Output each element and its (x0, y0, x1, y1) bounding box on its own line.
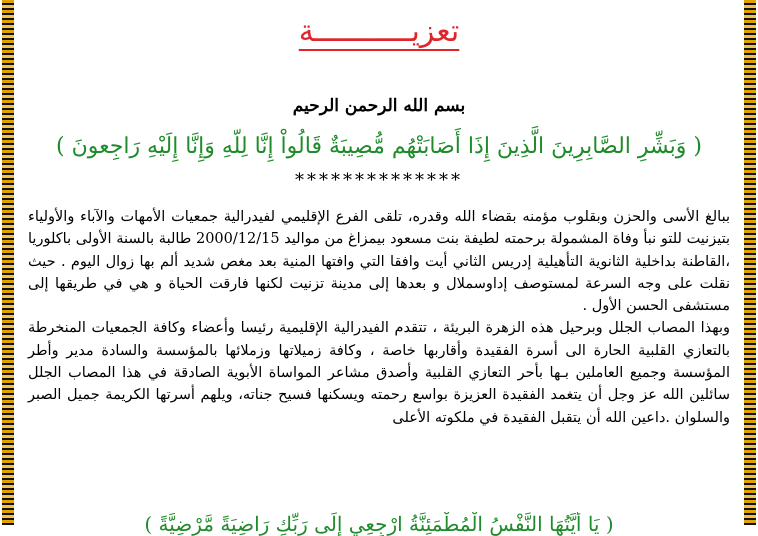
condolence-page (22, 0, 736, 536)
paragraph-announcement: ببالغ الأسى والحزن وبقلوب مؤمنه بقضاء الله وقدره، تلقى الفرع الإقليمي لفيدرالية جمعيات الأمهات والآباء والأولياء بتيزنيت للتو نبأ وفاة المشمولة برحمته لطيفة بنت مسعود بيمزاغ من مواليد 2000/12/15 طالبة بالسنة الأولى باكلوريا ،القاطنة بداخلية الثانوية التأهيلية إدريس الثاني أيت وافقا التي وافتها المنية بعد مغص شديد ألم بها زوال اليوم . حيث نقلت على وجه السرعة لمستوصف إداوسملال و بعدها إلى مدينة تزنيت لكنها فارقت الحياة و هي في طريقها إلى مستشفى الحسن الأول . (28, 209, 730, 315)
decorative-border-right (744, 0, 756, 525)
closing-verse: ( يَا أَيَّتُهَا النَّفْسُ الْمُطْمَئِنَّةُ ارْجِعِي إِلَى رَبِّكِ رَاضِيَةً مَّرْضِيَّةً ) (144, 512, 614, 536)
page-title: تعزيـــــــــــة (298, 14, 460, 49)
basmala: بسم الله الرحمن الرحيم (292, 96, 466, 116)
quran-verse: ( وَبَشِّرِ الصَّابِرِينَ الَّذِينَ إِذَا أَصَابَتْهُم مُّصِيبَةٌ قَالُواْ إِنَّا لِلّهِ وَإِنَّا إِلَيْهِ رَاجِعونَ ) (56, 134, 702, 159)
body-text (28, 206, 730, 429)
decorative-border-left (2, 0, 14, 525)
stars-divider: ************** (295, 170, 463, 191)
paragraph-condolences: وبهذا المصاب الجلل وبرحيل هذه الزهرة البريئة ، تتقدم الفيدرالية الإقليمية رئيسا وأعضاء وكافة الجمعيات المنخرطة بالتعازي القلبية الحارة الى أسرة الفقيدة وأقاربها خاصة ، وكافة زميلاتها وزملائها بالمؤسسة والسادة مدير وأطر المؤسسة وجميع العاملين بـها بأحر التعازي القلبية وأصدق مشاعر المواساة الأبوية الصادقة في هذا المصاب الجلل سائلين الله عز وجل أن يتغمد الفقيدة العزيزة بواسع رحمته ويسكنها فسيح جناته، ويلهم أسرتها الكريمة جميل الصبر والسلوان .داعين الله أن يتقبل الفقيدة في ملكوته الأعلى (28, 320, 730, 426)
